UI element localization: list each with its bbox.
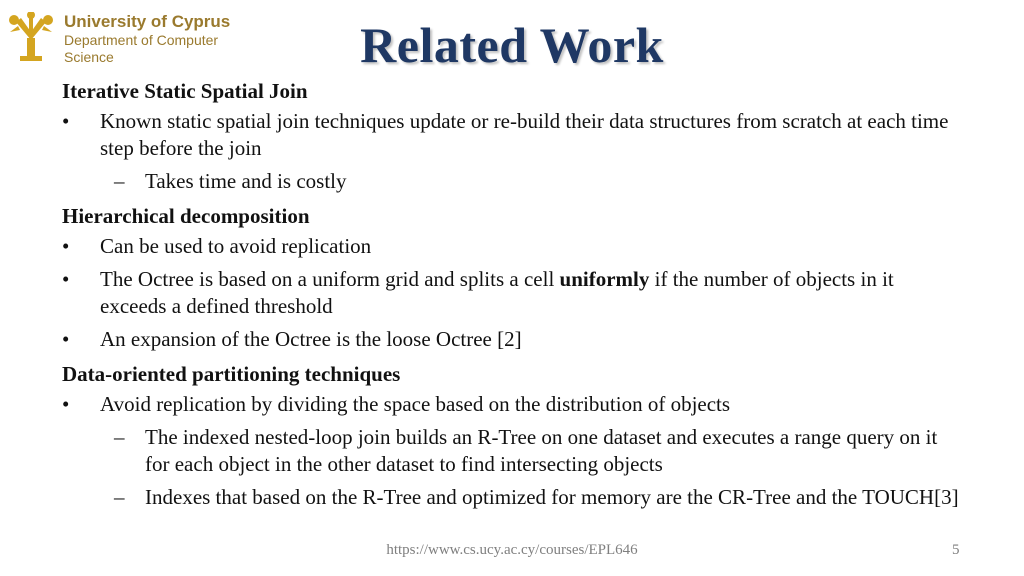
bullet-item [62,108,962,162]
dash-marker: – [114,425,125,449]
dash-marker: – [114,485,125,509]
bullet-item [62,391,962,418]
bullet-item [62,233,962,260]
section-heading: Hierarchical decomposition [62,204,310,228]
sub-bullet-item [62,168,962,195]
section-heading: Data-oriented partitioning techniques [62,362,401,386]
bullet-marker: • [62,109,70,133]
sub-bullet-text: Takes time and is costly [145,169,347,193]
department-name-line1: Department of Computer [64,32,219,48]
bullet-marker: • [62,392,70,416]
department-name-line2: Science [64,49,114,65]
bullet-text-part: The Octree is based on a uniform grid and splits a cell [100,267,560,291]
section-heading: Iterative Static Spatial Join [62,79,308,103]
dash-marker: – [114,169,125,193]
bullet-marker: • [62,267,70,291]
university-name: University of Cyprus [64,12,231,31]
slide-title: Related Work [360,17,664,73]
bullet-marker: • [62,234,70,258]
bullet-text: Avoid replication by dividing the space based on the distribution of objects [100,392,731,416]
sub-bullet-text: Indexes that based on the R-Tree and optimized for memory are the CR-Tree and the TOUCH[3] [145,485,959,509]
bullet-text-part: if the number of objects in it exceeds a defined threshold [100,267,894,318]
bullet-marker: • [62,327,70,351]
bullet-item [62,326,962,353]
sub-bullet-text: The indexed nested-loop join builds an R-Tree on one dataset and executes a range query on it for each object in the other dataset to find intersecting objects [145,425,938,476]
bullet-text: Known static spatial join techniques update or re-build their data structures from scratch at each time step before the join [100,109,949,160]
slide-content [62,76,962,517]
bullet-text: An expansion of the Octree is the loose Octree [2] [100,327,522,351]
footer-url: https://www.cs.ucy.ac.cy/courses/EPL646 [386,542,638,558]
bullet-text: Can be used to avoid replication [100,234,372,258]
page-number: 5 [952,542,960,558]
bullet-text-emphasis: uniformly [559,267,650,291]
bullet-item [62,266,962,320]
sub-bullet-item [62,424,962,478]
sub-bullet-item [62,484,962,511]
